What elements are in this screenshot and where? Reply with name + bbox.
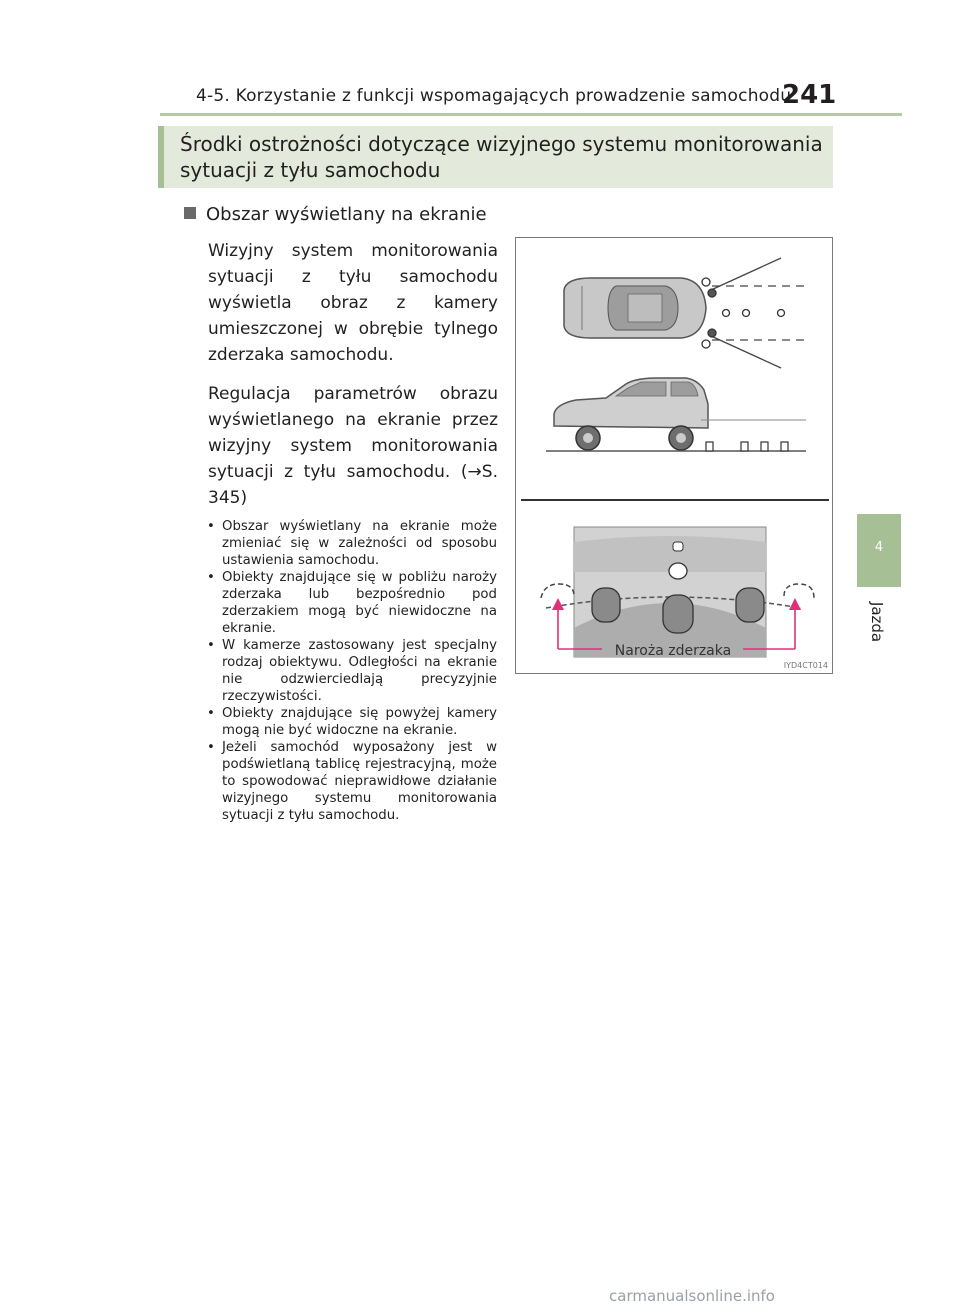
square-bullet-icon xyxy=(184,207,196,219)
car-side-view-icon xyxy=(554,378,708,450)
chapter-tab xyxy=(857,514,901,587)
paragraph-2: Regulacja parametrów obrazu wyświetlanego na ekranie przez wizyjny system monitorowania sytuacji z tyłu samochodu. (→S. 345) xyxy=(208,384,498,508)
ground-markers xyxy=(706,442,788,451)
subheading xyxy=(184,204,487,225)
notes-list xyxy=(205,518,497,824)
section-title: Środki ostrożności dotyczące wizyjnego systemu monitorowania sytuacji z tyłu samochodu xyxy=(180,132,823,182)
chapter-number: 4 xyxy=(874,540,884,555)
figure-code: IYD4CT014 xyxy=(783,661,828,670)
chapter-label: Jazda xyxy=(868,601,886,643)
list-item: • W kamerze zastosowany jest specjalny rodzaj obiektywu. Odległości na ekranie nie odzwierciedlają precyzyjnie rzeczywistości. xyxy=(205,637,497,705)
chapter-label-wrapper xyxy=(862,592,892,652)
car-top-view-icon xyxy=(564,278,706,338)
list-item: • Jeżeli samochód wyposażony jest w podświetlaną tablicę rejestracyjną, może to spowodować nieprawidłowe działanie wizyjnego systemu monitorowania sytuacji z tyłu samochodu. xyxy=(205,739,497,824)
camera-screen-view xyxy=(541,527,814,657)
page-number: 241 xyxy=(782,80,837,110)
rear-camera-illustration xyxy=(516,238,834,675)
list-item: • Obszar wyświetlany na ekranie może zmieniać się w zależności od sposobu ustawienia samochodu. xyxy=(205,518,497,569)
list-item: • Obiekty znajdujące się powyżej kamery mogą nie być widoczne na ekranie. xyxy=(205,705,497,739)
callout-label: Naroża zderzaka xyxy=(614,643,732,659)
header-rule xyxy=(160,113,902,116)
paragraph-1: Wizyjny system monitorowania sytuacji z tyłu samochodu wyświetla obraz z kamery umieszczonej w obrębie tylnego zderzaka samochodu. xyxy=(208,241,498,365)
section-title-box xyxy=(158,126,833,188)
list-item: • Obiekty znajdujące się w pobliżu naroży zderzaka lub bezpośrednio pod zderzakiem mogą być niewidoczne na ekranie. xyxy=(205,569,497,637)
running-header-title: 4-5. Korzystanie z funkcji wspomagających prowadzenie samochodu xyxy=(196,86,792,106)
footer-watermark: carmanualsonline.info xyxy=(609,1287,775,1305)
rear-camera-figure xyxy=(515,237,833,674)
subheading-text: Obszar wyświetlany na ekranie xyxy=(206,204,487,225)
